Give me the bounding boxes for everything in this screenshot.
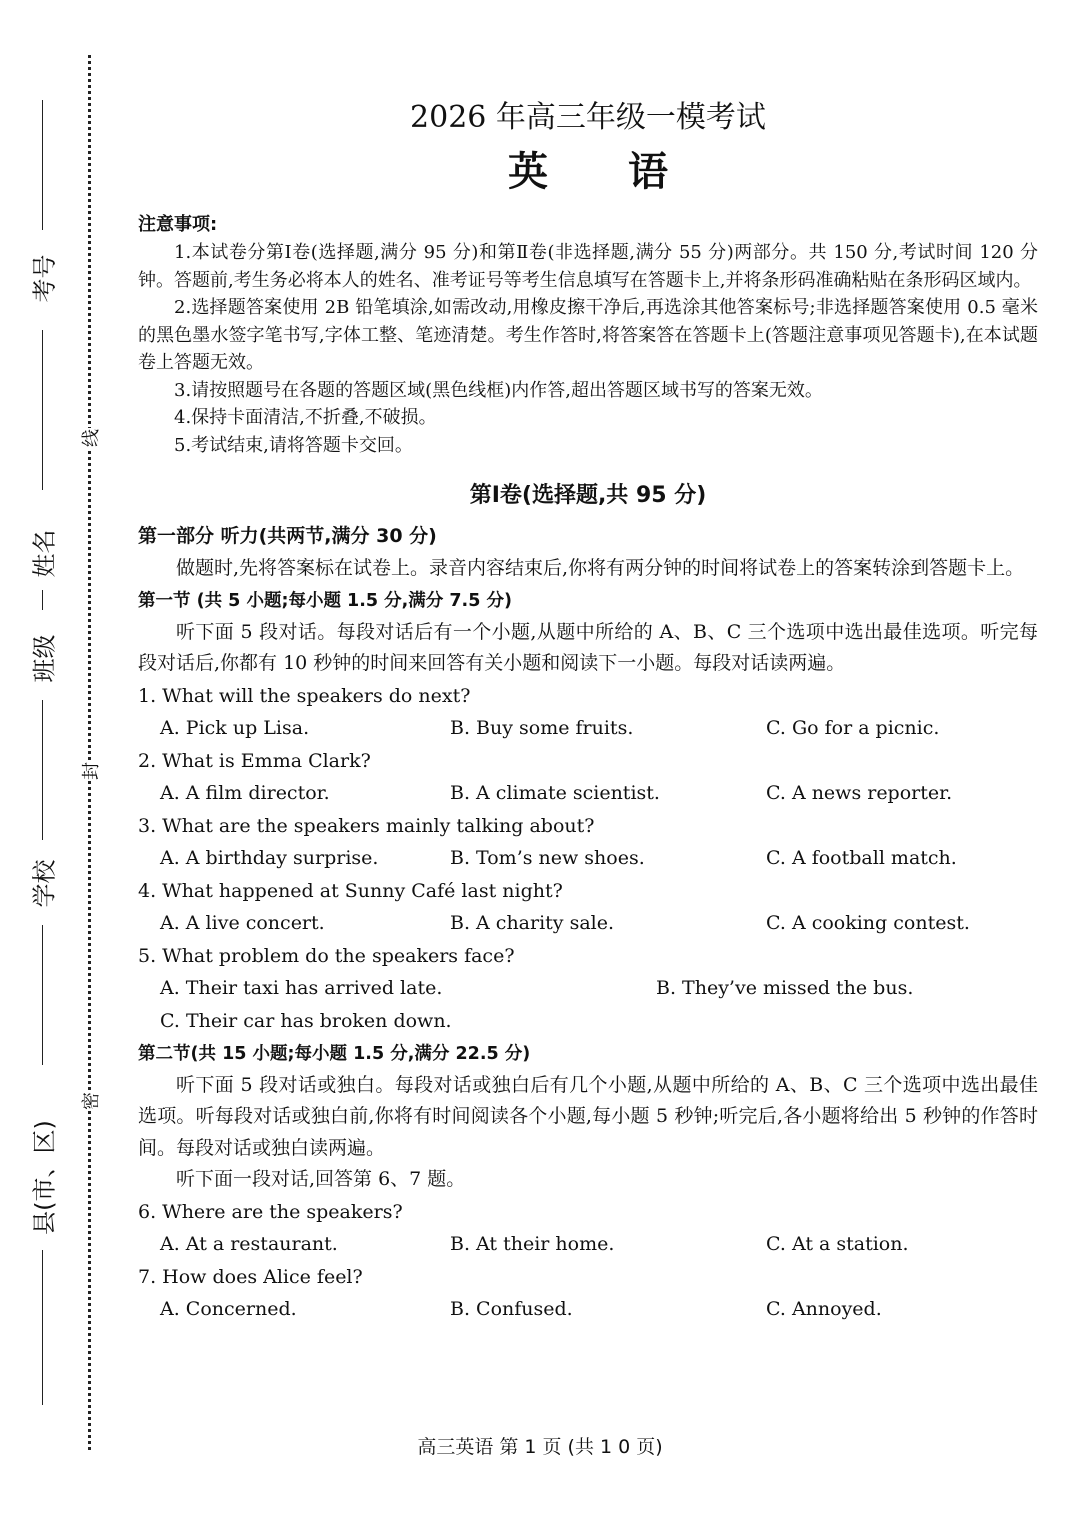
field-line (42, 925, 43, 1065)
question-stem: 1. What will the speakers do next? (138, 684, 471, 707)
option-b: B. They’ve missed the bus. (656, 976, 914, 999)
option-a: A. A birthday surprise. (160, 846, 379, 869)
seal-mark-secret: 密 (77, 1091, 103, 1111)
question-options (138, 712, 1038, 745)
part-title: 第一部分 听力(共两节,满分 30 分) (138, 525, 437, 547)
option-a: A. Their taxi has arrived late. (160, 976, 443, 999)
option-a: A. A film director. (160, 781, 330, 804)
option-b: B. A climate scientist. (450, 781, 660, 804)
subsection-intro: 听下面 5 段对话或独白。每段对话或独白后有几个小题,从题中所给的 A、B、C 三个选项中选出最佳选项。听每段对话或独白前,你将有时间阅读各个小题,每小题 5 秒钟;听完后,各小题将给出 5 秒钟的作答时间。每段对话或独白读两遍。 (138, 1073, 1038, 1159)
field-label-county: 县(市、区) (30, 1120, 59, 1235)
option-b: B. A charity sale. (450, 911, 615, 934)
option-c: C. A news reporter. (766, 781, 953, 804)
subsection-title: 第二节(共 15 小题;每小题 1.5 分,满分 22.5 分) (138, 1043, 531, 1064)
question-stem: 2. What is Emma Clark? (138, 749, 371, 772)
question-options (138, 1293, 1038, 1326)
option-c: C. A football match. (766, 846, 957, 869)
question-options (138, 777, 1038, 810)
question-stem: 7. How does Alice feel? (138, 1265, 363, 1288)
exam-title: 2026 年高三年级一模考试 (410, 100, 766, 135)
option-a: A. Pick up Lisa. (160, 716, 310, 739)
notice-item: 1.本试卷分第Ⅰ卷(选择题,满分 95 分)和第Ⅱ卷(非选择题,满分 55 分)两部分。共 150 分,考试时间 120 分钟。答题前,考生务必将本人的姓名、准考证号等考生信息填写在答题卡上,并将条形码准确粘贴在条形码区域内。 (138, 242, 1038, 291)
question-stem: 3. What are the speakers mainly talking about? (138, 814, 595, 837)
notice-item: 4.保持卡面清洁,不折叠,不破损。 (174, 407, 437, 428)
subject-title: 英语 (508, 148, 748, 195)
subsection-title: 第一节 (共 5 小题;每小题 1.5 分,满分 7.5 分) (138, 590, 512, 611)
field-label-school: 学校 (30, 859, 59, 908)
subsection-intro: 听下面 5 段对话。每段对话后有一个小题,从题中所给的 A、B、C 三个选项中选出最佳选项。听完每段对话后,你都有 10 秒钟的时间来回答有关小题和阅读下一小题。每段对话读两遍。 (138, 620, 1038, 674)
option-c: C. At a station. (766, 1232, 909, 1255)
field-line (42, 1250, 43, 1405)
field-label-exam-number: 考号 (30, 254, 59, 303)
notice-item: 5.考试结束,请将答题卡交回。 (174, 434, 413, 456)
dotted-cut-line (88, 55, 91, 1450)
field-line (42, 330, 43, 490)
option-b: B. Confused. (450, 1297, 573, 1320)
notice-item: 2.选择题答案使用 2B 铅笔填涂,如需改动,用橡皮擦干净后,再选涂其他答案标号;非选择题答案使用 0.5 毫米的黑色墨水签字笔书写,字体工整、笔迹清楚。考生作答时,将答案答在答题卡上(答题注意事项见答题卡),在本试题卷上答题无效。 (138, 297, 1038, 373)
option-b: B. Buy some fruits. (450, 716, 634, 739)
notice-heading: 注意事项: (138, 214, 218, 235)
page-footer: 高三英语 第 1 页 (共 1 0 页) (417, 1436, 663, 1458)
option-a: A. A live concert. (160, 911, 325, 934)
question-stem: 5. What problem do the speakers face? (138, 944, 515, 967)
field-line (42, 700, 43, 840)
notice-item: 3.请按照题号在各题的答题区域(黑色线框)内作答,超出答题区域书写的答案无效。 (174, 379, 823, 401)
field-line (42, 590, 43, 610)
option-b: B. Tom’s new shoes. (450, 846, 645, 869)
option-a: A. Concerned. (160, 1297, 297, 1320)
question-options (138, 842, 1038, 875)
question-stem: 6. Where are the speakers? (138, 1200, 403, 1223)
section-title: 第Ⅰ卷(选择题,共 95 分) (469, 483, 707, 508)
dialogue-intro: 听下面一段对话,回答第 6、7 题。 (176, 1168, 466, 1190)
field-label-name: 姓名 (30, 529, 59, 578)
option-c: C. Annoyed. (766, 1297, 882, 1320)
question-options (138, 907, 1038, 940)
exam-page (138, 95, 1038, 1326)
field-line (42, 100, 43, 230)
part-intro: 做题时,先将答案标在试卷上。录音内容结束后,你将有两分钟的时间将试卷上的答案转涂到答题卡上。 (176, 557, 1025, 579)
binding-strip (0, 0, 110, 1525)
seal-mark-line: 线 (77, 428, 103, 448)
option-c: C. A cooking contest. (766, 911, 970, 934)
question-options (138, 1005, 1038, 1038)
field-label-class: 班级 (30, 634, 59, 683)
question-options (138, 972, 1038, 1005)
option-b: B. At their home. (450, 1232, 615, 1255)
question-options (138, 1228, 1038, 1261)
option-a: A. At a restaurant. (160, 1232, 338, 1255)
seal-mark-seal: 封 (77, 761, 103, 781)
option-c: C. Go for a picnic. (766, 716, 940, 739)
option-c: C. Their car has broken down. (160, 1009, 452, 1032)
question-stem: 4. What happened at Sunny Café last night? (138, 879, 563, 902)
